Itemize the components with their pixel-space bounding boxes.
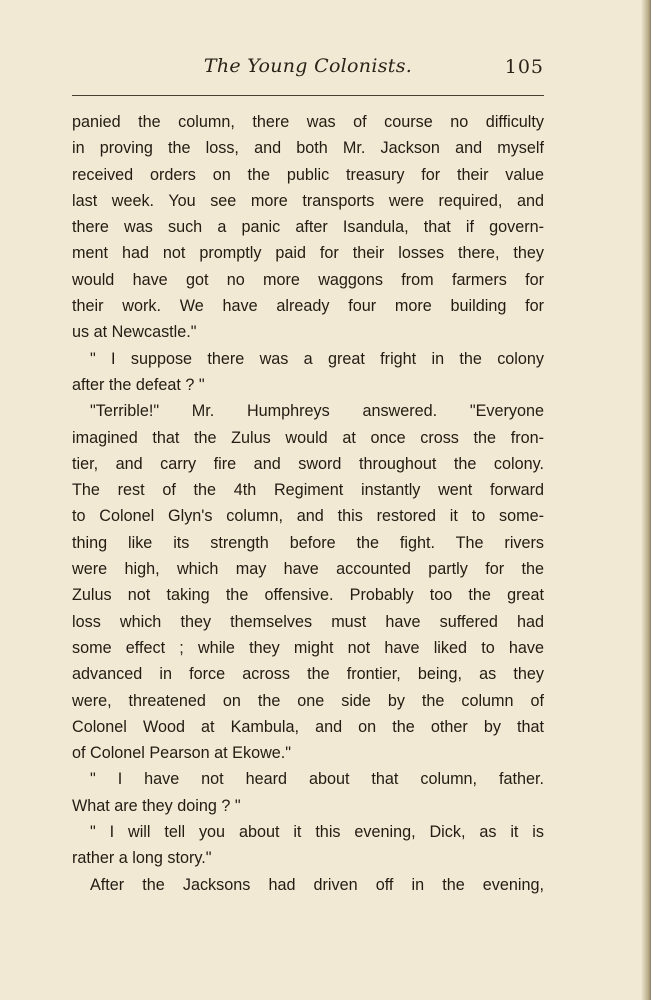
text-line: were high, which may have accounted partly for the bbox=[72, 560, 544, 579]
text-line: loss which they themselves must have suffered had bbox=[72, 612, 544, 631]
page-edge-shadow bbox=[641, 0, 651, 1000]
running-title: The Young Colonists. bbox=[203, 55, 413, 77]
text-line: What are they doing ? " bbox=[72, 796, 241, 815]
text-line: us at Newcastle." bbox=[72, 323, 197, 342]
text-line: their work. We have already four more building for bbox=[72, 297, 544, 316]
text-line: " I will tell you about it this evening, Dick, as it is bbox=[90, 823, 544, 842]
text-line: after the defeat ? " bbox=[72, 375, 205, 394]
text-line: received orders on the public treasury for their value bbox=[72, 165, 544, 184]
page-header bbox=[72, 52, 544, 88]
text-line: rather a long story." bbox=[72, 849, 212, 868]
text-line: ment had not promptly paid for their losses there, they bbox=[72, 244, 544, 263]
text-line: imagined that the Zulus would at once cross the fron- bbox=[72, 428, 544, 447]
text-line: in proving the loss, and both Mr. Jackson and myself bbox=[72, 139, 544, 158]
text-line: of Colonel Pearson at Ekowe." bbox=[72, 744, 292, 763]
text-line: Zulus not taking the offensive. Probably too the great bbox=[72, 586, 544, 605]
text-line: panied the column, there was of course no difficulty bbox=[72, 113, 544, 131]
text-line: " I have not heard about that column, father. bbox=[90, 770, 544, 789]
text-line: tier, and carry fire and sword throughout the colony. bbox=[72, 454, 544, 473]
text-line: " I suppose there was a great fright in the colony bbox=[90, 349, 544, 368]
text-line: After the Jacksons had driven off in the evening, bbox=[90, 875, 544, 894]
text-line: there was such a panic after Isandula, that if govern- bbox=[72, 218, 544, 237]
text-line: last week. You see more transports were required, and bbox=[72, 191, 544, 210]
text-line: advanced in force across the frontier, being, as they bbox=[72, 665, 544, 684]
text-line: to Colonel Glyn's column, and this restored it to some- bbox=[72, 507, 544, 526]
text-line: thing like its strength before the fight. The rivers bbox=[72, 533, 544, 552]
body-text bbox=[72, 109, 544, 898]
text-line: Colonel Wood at Kambula, and on the other by that bbox=[72, 717, 544, 736]
text-line: some effect ; while they might not have liked to have bbox=[72, 638, 544, 657]
text-line: would have got no more waggons from farmers for bbox=[72, 270, 544, 289]
text-line: were, threatened on the one side by the column of bbox=[72, 691, 544, 710]
page-number: 105 bbox=[504, 56, 544, 78]
header-rule bbox=[72, 95, 544, 96]
text-line: The rest of the 4th Regiment instantly went forward bbox=[72, 481, 544, 500]
text-line: "Terrible!" Mr. Humphreys answered. "Everyone bbox=[90, 402, 544, 421]
